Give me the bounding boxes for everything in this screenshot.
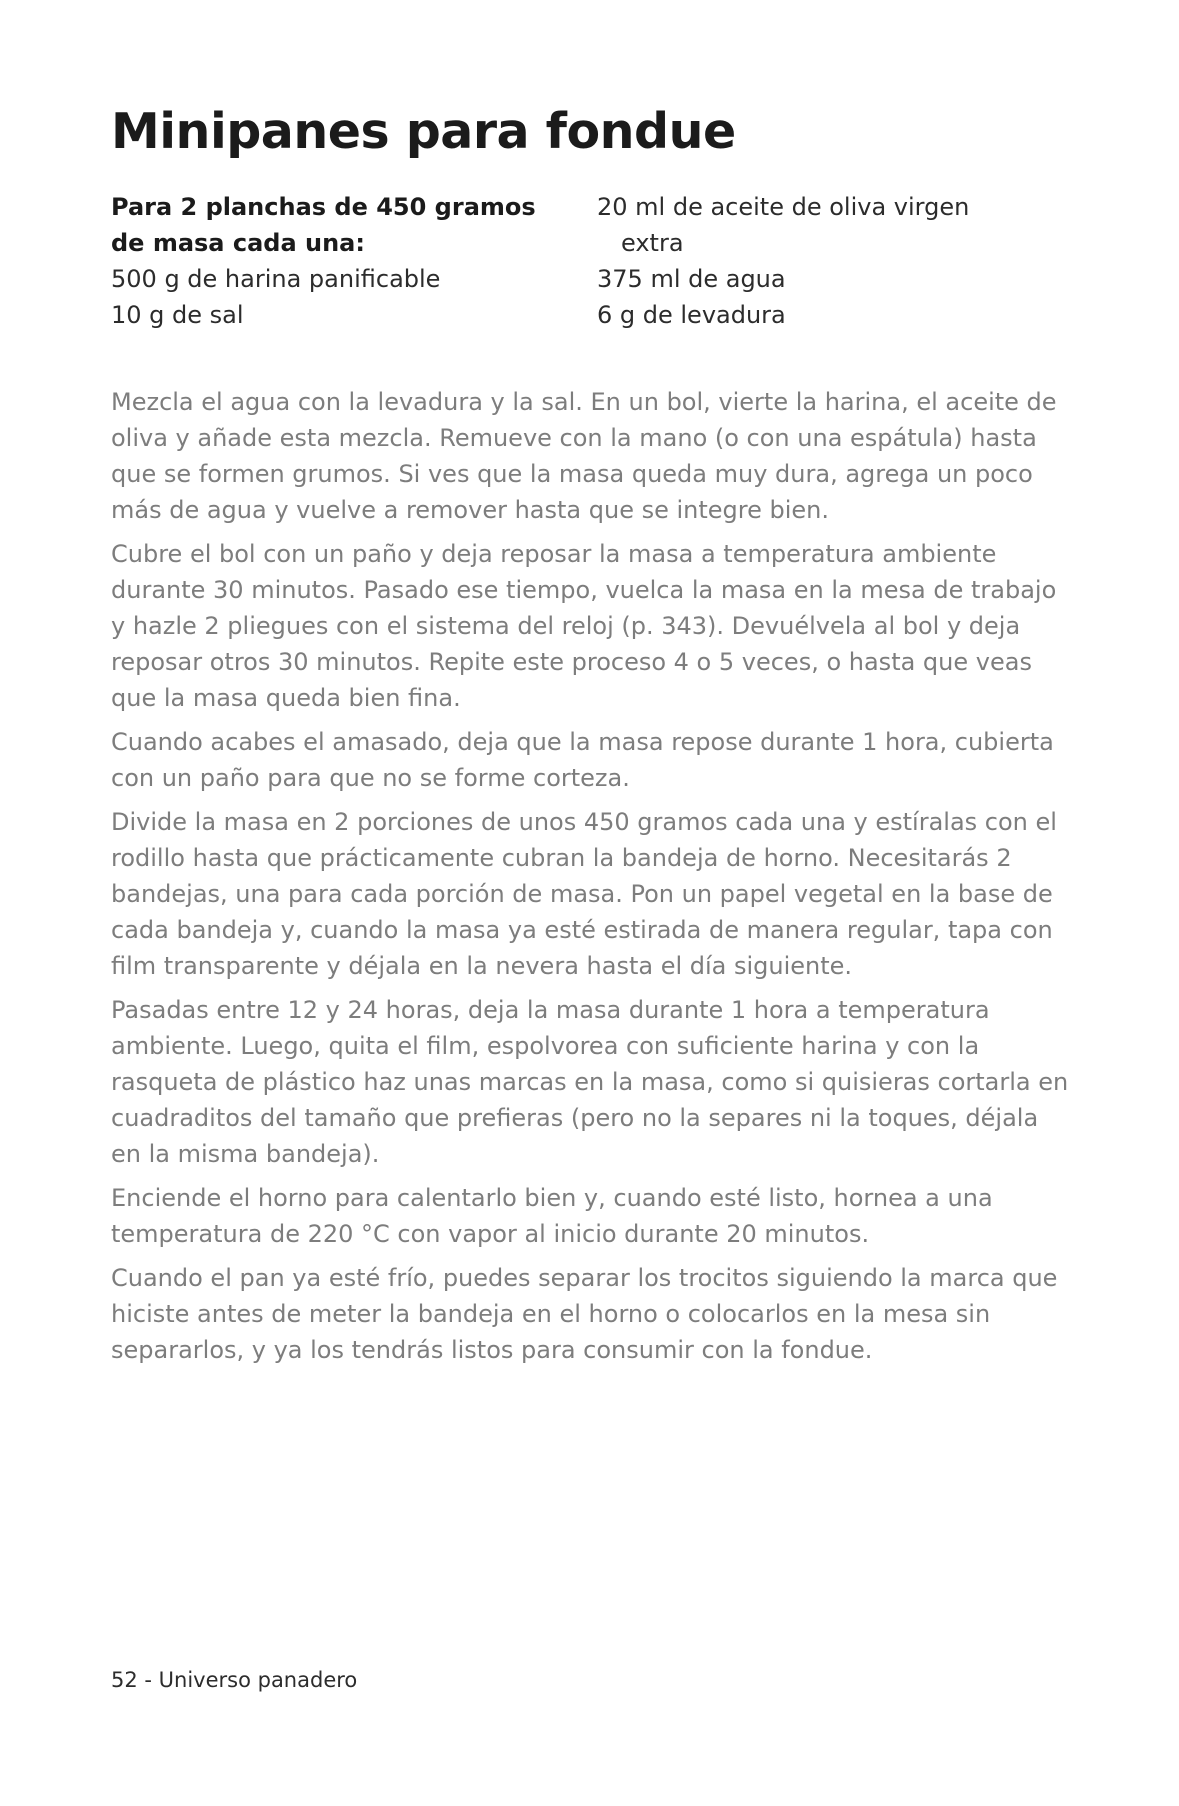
ingredient-item: 6 g de levadura	[597, 301, 786, 329]
ingredient-item: 500 g de harina panificable	[111, 265, 441, 293]
page-title: Minipanes para fondue	[111, 103, 736, 160]
instruction-paragraph: Pasadas entre 12 y 24 horas, deja la masa durante 1 hora a temperatura ambiente. Luego, quita el film, espolvorea con suficiente harina y con la rasqueta de plástico haz unas marcas en la masa, como si quisieras cortarla en cuadraditos del tamaño que prefieras (pero no la separes ni la toques, déjala en la misma bandeja).	[111, 996, 1069, 1168]
instruction-paragraph: Cuando acabes el amasado, deja que la masa repose durante 1 hora, cubierta con un paño para que no se forme corteza.	[111, 728, 1054, 792]
ingredients-heading-line-2: de masa cada una:	[111, 229, 365, 257]
instruction-paragraph: Cubre el bol con un paño y deja reposar la masa a temperatura ambiente durante 30 minutos. Pasado ese tiempo, vuelca la masa en la mesa de trabajo y hazle 2 pliegues con el sistema del reloj (p. 343). Devuélvela al bol y deja reposar otros 30 minutos. Repite este proceso 4 o 5 veces, o hasta que veas que la masa queda bien fina.	[111, 540, 1057, 712]
ingredient-item: 20 ml de aceite de oliva virgen	[597, 193, 970, 221]
ingredient-item-continuation: extra	[621, 229, 684, 257]
ingredients-heading-line-1: Para 2 planchas de 450 gramos	[111, 193, 536, 221]
ingredients-right-column	[597, 189, 1067, 333]
instruction-paragraph: Mezcla el agua con la levadura y la sal. En un bol, vierte la harina, el aceite de oliva y añade esta mezcla. Remueve con la mano (o con una espátula) hasta que se formen grumos. Si ves que la masa queda muy dura, agrega un poco más de agua y vuelve a remover hasta que se integre bien.	[111, 388, 1057, 524]
ingredient-item: 375 ml de agua	[597, 265, 786, 293]
page-footer: 52 - Universo panadero	[111, 1668, 358, 1692]
instruction-paragraph: Cuando el pan ya esté frío, puedes separar los trocitos siguiendo la marca que hiciste antes de meter la bandeja en el horno o colocarlos en la mesa sin separarlos, y ya los tendrás listos para consumir con la fondue.	[111, 1264, 1058, 1364]
ingredients-left-column	[111, 189, 551, 333]
recipe-instructions	[111, 384, 1071, 1376]
instruction-paragraph: Enciende el horno para calentarlo bien y, cuando esté listo, hornea a una temperatura de 220 °C con vapor al inicio durante 20 minutos.	[111, 1184, 993, 1248]
instruction-paragraph: Divide la masa en 2 porciones de unos 450 gramos cada una y estíralas con el rodillo hasta que prácticamente cubran la bandeja de horno. Necesitarás 2 bandejas, una para cada porción de masa. Pon un papel vegetal en la base de cada bandeja y, cuando la masa ya esté estirada de manera regular, tapa con film transparente y déjala en la nevera hasta el día siguiente.	[111, 808, 1057, 980]
ingredient-item: 10 g de sal	[111, 301, 244, 329]
